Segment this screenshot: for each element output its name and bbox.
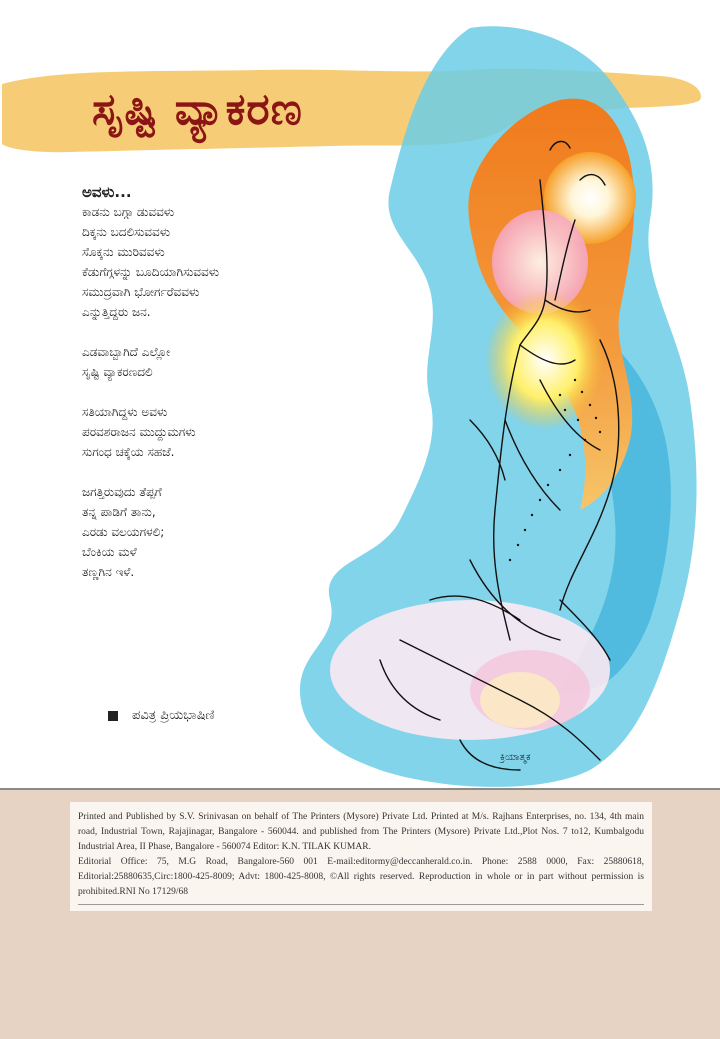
poem-line: ಕೆಡುಗೆಗ್ಗಳನ್ನು ಬೂದಿಯಾಗಿಸುವವಳು	[82, 265, 220, 279]
poem-line: ಎರಡು ವಲಯಗಳಲಿ;	[82, 525, 165, 539]
poem-line: ಎಡವಾಬ್ಬಾಗಿದೆ ಎಲ್ಲೋ	[82, 345, 171, 359]
poem-line: ಪರವಶರಾಜನ ಮುದ್ದುಮಗಳು	[82, 425, 196, 439]
poem-line: ಎನ್ನುತ್ತಿದ್ದರು ಜನ.	[82, 305, 151, 319]
poem-line: ಸುಗಂಧ ಚಕ್ಕೆಯ ಸಹಜೆ.	[82, 445, 175, 459]
author-credit	[108, 708, 215, 723]
footer	[0, 788, 720, 1039]
poem-line: ಸಮುದ್ರವಾಗಿ ಭೋರ್ಗರೆವವಳು	[82, 285, 200, 299]
imprint-contact: Editorial Office: 75, M.G Road, Bangalore-560 001 E-mail:editormy@deccanherald.co.in. Phone: 2588 0000, Fax: 25880618, Editorial:25880635,Circ:1800-425-8009; Advt: 1800-425-8008, ©All rights reserved. Reproduction in whole or in part without permission is prohibited.RNI No 17129/68	[78, 857, 644, 897]
poem-line: ತನ್ನ ಪಾಡಿಗೆ ತಾನು,	[82, 505, 156, 519]
poem-line: ಸತಿಯಾಗಿದ್ದಳು ಅವಳು	[82, 405, 168, 419]
author-name: ಪವಿತ್ರ ಪ್ರಿಯಭಾಷಿಣಿ	[132, 708, 215, 723]
imprint-publisher: Printed and Published by S.V. Srinivasan on behalf of The Printers (Mysore) Private Ltd. Printed at M/s. Rajhans Enterprises, no. 134, 4th main road, Industrial Town, Rajajinagar, Bangalore - 560044. and published from The Printers (Mysore) Private Ltd.,Plot Nos. 7 to12, Kumbalgodu Industrial Area, II Phase, Bangalore - 560074 Editor: K.N. TILAK KUMAR.	[78, 812, 644, 852]
stanza	[82, 482, 322, 582]
poem-line: ತಣ್ಣಗಿನ ಇಳೆ.	[82, 565, 135, 579]
artist-signature: ಕ್ರಿಯಾತ್ಮಕ	[500, 752, 531, 763]
square-bullet-icon	[108, 711, 118, 721]
poem	[82, 182, 322, 602]
imprint-rule	[78, 904, 644, 905]
imprint-box	[70, 802, 652, 911]
poem-line: ಬೆಂಕಿಯ ಮಳೆ	[82, 545, 137, 559]
poem-line: ಸೊಕ್ಕನು ಮುರಿವವಳು	[82, 245, 165, 259]
poem-line: ದಿಕ್ಕನು ಬದಲಿಸುವವಳು	[82, 225, 171, 239]
page-title: ಸೃಷ್ಟಿ ವ್ಯಾಕರಣ	[92, 84, 303, 135]
stanza	[82, 182, 322, 322]
poem-line: ಅವಳು...	[82, 183, 132, 201]
poem-line: ಜಗತ್ತಿರುವುದು ತೆಪ್ಪಗೆ	[82, 485, 162, 499]
poem-line: ಸೃಷ್ಟಿ ವ್ಯಾಕರಣದಲಿ	[82, 365, 153, 379]
poem-line: ಕಾಡನು ಬಗ್ಗಾ ಡುವವಳು	[82, 205, 175, 219]
stanza	[82, 342, 322, 382]
stanza	[82, 402, 322, 462]
